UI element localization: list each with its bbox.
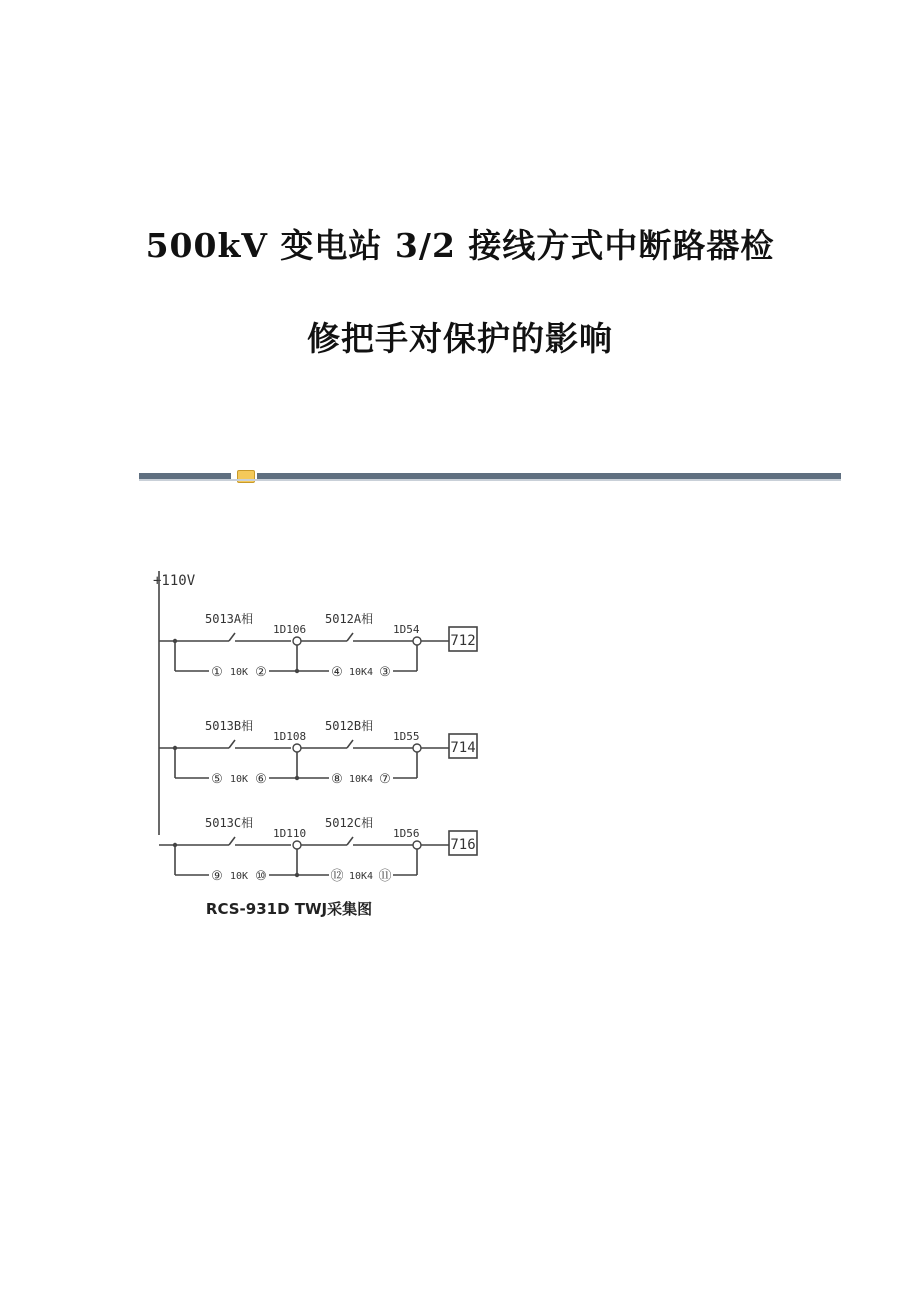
output-label: 714 <box>450 740 476 756</box>
junction-dot <box>295 873 299 877</box>
contact-a-num-1: ⑨ <box>211 869 223 884</box>
contact-a-label: 10K <box>229 667 249 678</box>
contact-b-num-2: ③ <box>379 665 391 680</box>
contact-a-num-2: ⑩ <box>255 869 267 884</box>
contact-a-label: 10K <box>229 871 249 882</box>
contact-b-label: 10K4 <box>348 667 374 678</box>
breaker-b-label: 5012C相 <box>325 816 374 830</box>
circuit-diagram <box>139 563 497 893</box>
circuit-figure <box>139 563 497 925</box>
supply-label: +110V <box>153 573 196 589</box>
breaker-a-contact <box>229 633 235 641</box>
output-label: 716 <box>450 837 476 853</box>
contact-a-label: 10K <box>229 774 249 785</box>
contact-a-num-1: ① <box>211 665 223 680</box>
terminal-a-label: 1D110 <box>273 827 307 840</box>
terminal-b-marker <box>413 841 421 849</box>
contact-b-num-1: ⑧ <box>331 772 343 787</box>
page-title-line-2: 修把手对保护的影响 <box>307 319 613 358</box>
figure-caption: RCS-931D TWJ采集图 <box>205 900 373 918</box>
terminal-b-marker <box>413 637 421 645</box>
terminal-b-label: 1D55 <box>393 730 420 743</box>
terminal-a-marker <box>293 637 301 645</box>
section-divider <box>139 470 841 482</box>
breaker-a-contact <box>229 740 235 748</box>
terminal-a-label: 1D108 <box>273 730 307 743</box>
contact-b-num-2: ⑪ <box>378 869 392 884</box>
junction-dot <box>173 843 177 847</box>
terminal-a-label: 1D106 <box>273 623 307 636</box>
output-label: 712 <box>450 633 476 649</box>
contact-b-num-2: ⑦ <box>379 772 391 787</box>
breaker-b-label: 5012B相 <box>325 719 374 733</box>
breaker-a-label: 5013C相 <box>205 816 254 830</box>
contact-b-label: 10K4 <box>348 774 374 785</box>
terminal-b-label: 1D54 <box>393 623 420 636</box>
terminal-b-marker <box>413 744 421 752</box>
breaker-b-contact <box>347 633 353 641</box>
junction-dot <box>173 746 177 750</box>
breaker-b-label: 5012A相 <box>325 612 374 626</box>
breaker-a-label: 5013A相 <box>205 612 254 626</box>
terminal-a-marker <box>293 841 301 849</box>
divider-shadow <box>139 479 841 481</box>
divider-emblem-icon <box>237 470 255 483</box>
junction-dot <box>173 639 177 643</box>
junction-dot <box>295 776 299 780</box>
breaker-a-label: 5013B相 <box>205 719 254 733</box>
breaker-b-contact <box>347 740 353 748</box>
breaker-b-contact <box>347 837 353 845</box>
junction-dot <box>295 669 299 673</box>
contact-b-label: 10K4 <box>348 871 374 882</box>
breaker-a-contact <box>229 837 235 845</box>
terminal-b-label: 1D56 <box>393 827 420 840</box>
contact-b-num-1: ⑫ <box>330 869 344 884</box>
contact-a-num-2: ⑥ <box>255 772 267 787</box>
terminal-a-marker <box>293 744 301 752</box>
contact-a-num-1: ⑤ <box>211 772 223 787</box>
contact-a-num-2: ② <box>255 665 267 680</box>
page-title-line-1: 500kV 变电站 3/2 接线方式中断路器检 <box>145 226 775 265</box>
contact-b-num-1: ④ <box>331 665 343 680</box>
